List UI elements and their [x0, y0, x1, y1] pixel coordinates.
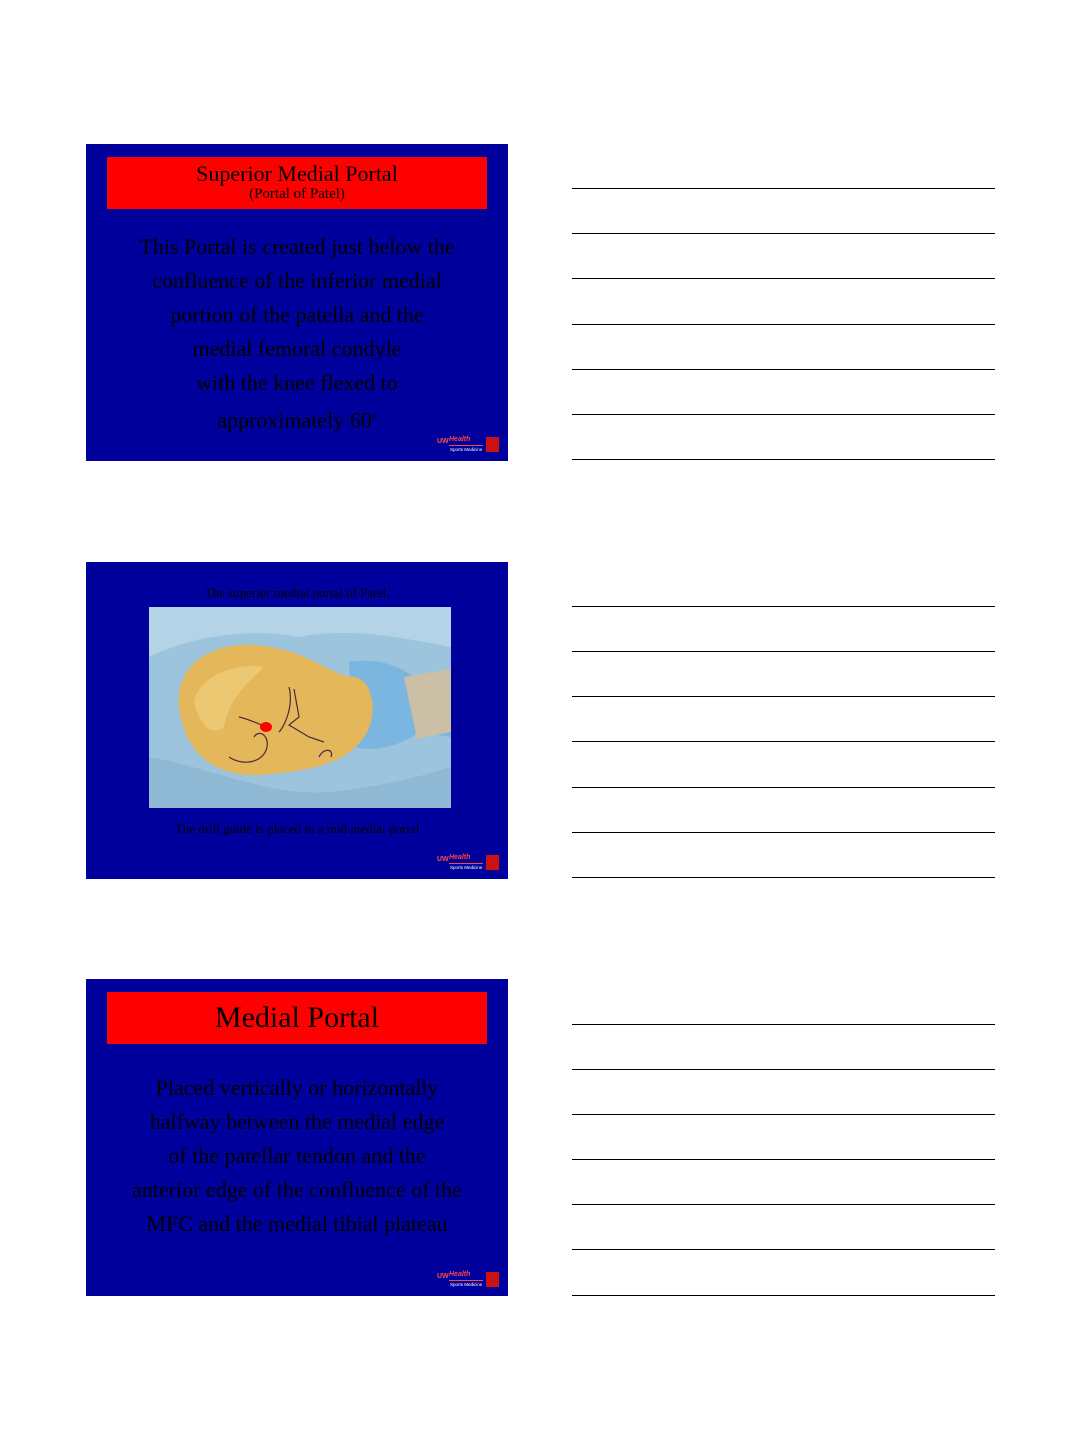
- body-line: This Portal is created just below the: [139, 234, 455, 259]
- body-line: of the patellar tendon and the: [168, 1143, 426, 1168]
- slide-body: [86, 230, 508, 437]
- logo-sub: Sports Medicine: [450, 447, 483, 452]
- note-line: [572, 741, 995, 742]
- degree-mark: o: [371, 411, 377, 422]
- note-line: [572, 651, 995, 652]
- logo-crest-icon: [486, 855, 499, 870]
- body-line: [86, 400, 508, 437]
- logo-uw: UW: [437, 438, 449, 445]
- body-line: halfway between the medial edge: [149, 1109, 445, 1134]
- note-line: [572, 1159, 995, 1160]
- logo-crest-icon: [486, 1272, 499, 1287]
- slide-title-bar: [107, 992, 487, 1044]
- logo-rule: [449, 863, 483, 864]
- slide-subtitle: (Portal of Patel): [249, 186, 345, 202]
- note-line: [572, 1024, 995, 1025]
- body-line: confluence of the inferior medial: [152, 268, 442, 293]
- logo-crest-icon: [486, 437, 499, 452]
- note-line: [572, 606, 995, 607]
- photo-caption-top: The superior medial portal of Patel.: [204, 585, 390, 600]
- slide-title-bar: [107, 157, 487, 209]
- logo-health: Health: [449, 436, 471, 443]
- body-line: Placed vertically or horizontally: [155, 1075, 439, 1100]
- body-line: MFC and the medial tibial plateau: [146, 1211, 448, 1236]
- note-line: [572, 696, 995, 697]
- uw-health-logo: [437, 855, 499, 873]
- slide-superior-medial-portal: [86, 144, 508, 461]
- body-line: with the knee flexed to: [196, 370, 398, 395]
- note-line: [572, 188, 995, 189]
- logo-sub: Sports Medicine: [450, 1282, 483, 1287]
- slide-title: Superior Medial Portal: [196, 161, 398, 186]
- note-line: [572, 1069, 995, 1070]
- logo-uw: UW: [437, 1273, 449, 1280]
- note-line: [572, 233, 995, 234]
- note-line: [572, 787, 995, 788]
- photo-caption-bottom: The drill guide is placed in a mid medial portal: [174, 821, 420, 836]
- portal-marker-icon: [260, 722, 272, 732]
- note-line: [572, 369, 995, 370]
- slide-medial-portal: [86, 979, 508, 1296]
- logo-rule: [449, 1280, 483, 1281]
- note-line: [572, 877, 995, 878]
- slide-body: [86, 1071, 508, 1241]
- note-line: [572, 324, 995, 325]
- note-line: [572, 1114, 995, 1115]
- note-line: [572, 278, 995, 279]
- uw-health-logo: [437, 1272, 499, 1290]
- note-line: [572, 459, 995, 460]
- logo-health: Health: [449, 854, 471, 861]
- logo-rule: [449, 445, 483, 446]
- logo-uw: UW: [437, 856, 449, 863]
- logo-sub: Sports Medicine: [450, 865, 483, 870]
- body-line: medial femoral condyle: [192, 336, 402, 361]
- slide-portal-photo: [86, 562, 508, 879]
- note-line: [572, 414, 995, 415]
- body-line: anterior edge of the confluence of the: [132, 1177, 462, 1202]
- knee-photo: [149, 607, 451, 808]
- note-line: [572, 1295, 995, 1296]
- note-line: [572, 1204, 995, 1205]
- body-line: portion of the patella and the: [170, 302, 424, 327]
- body-line-text: approximately 60: [217, 407, 372, 433]
- note-line: [572, 832, 995, 833]
- note-line: [572, 1249, 995, 1250]
- slide-title: Medial Portal: [214, 1001, 380, 1034]
- logo-health: Health: [449, 1271, 471, 1278]
- uw-health-logo: [437, 437, 499, 455]
